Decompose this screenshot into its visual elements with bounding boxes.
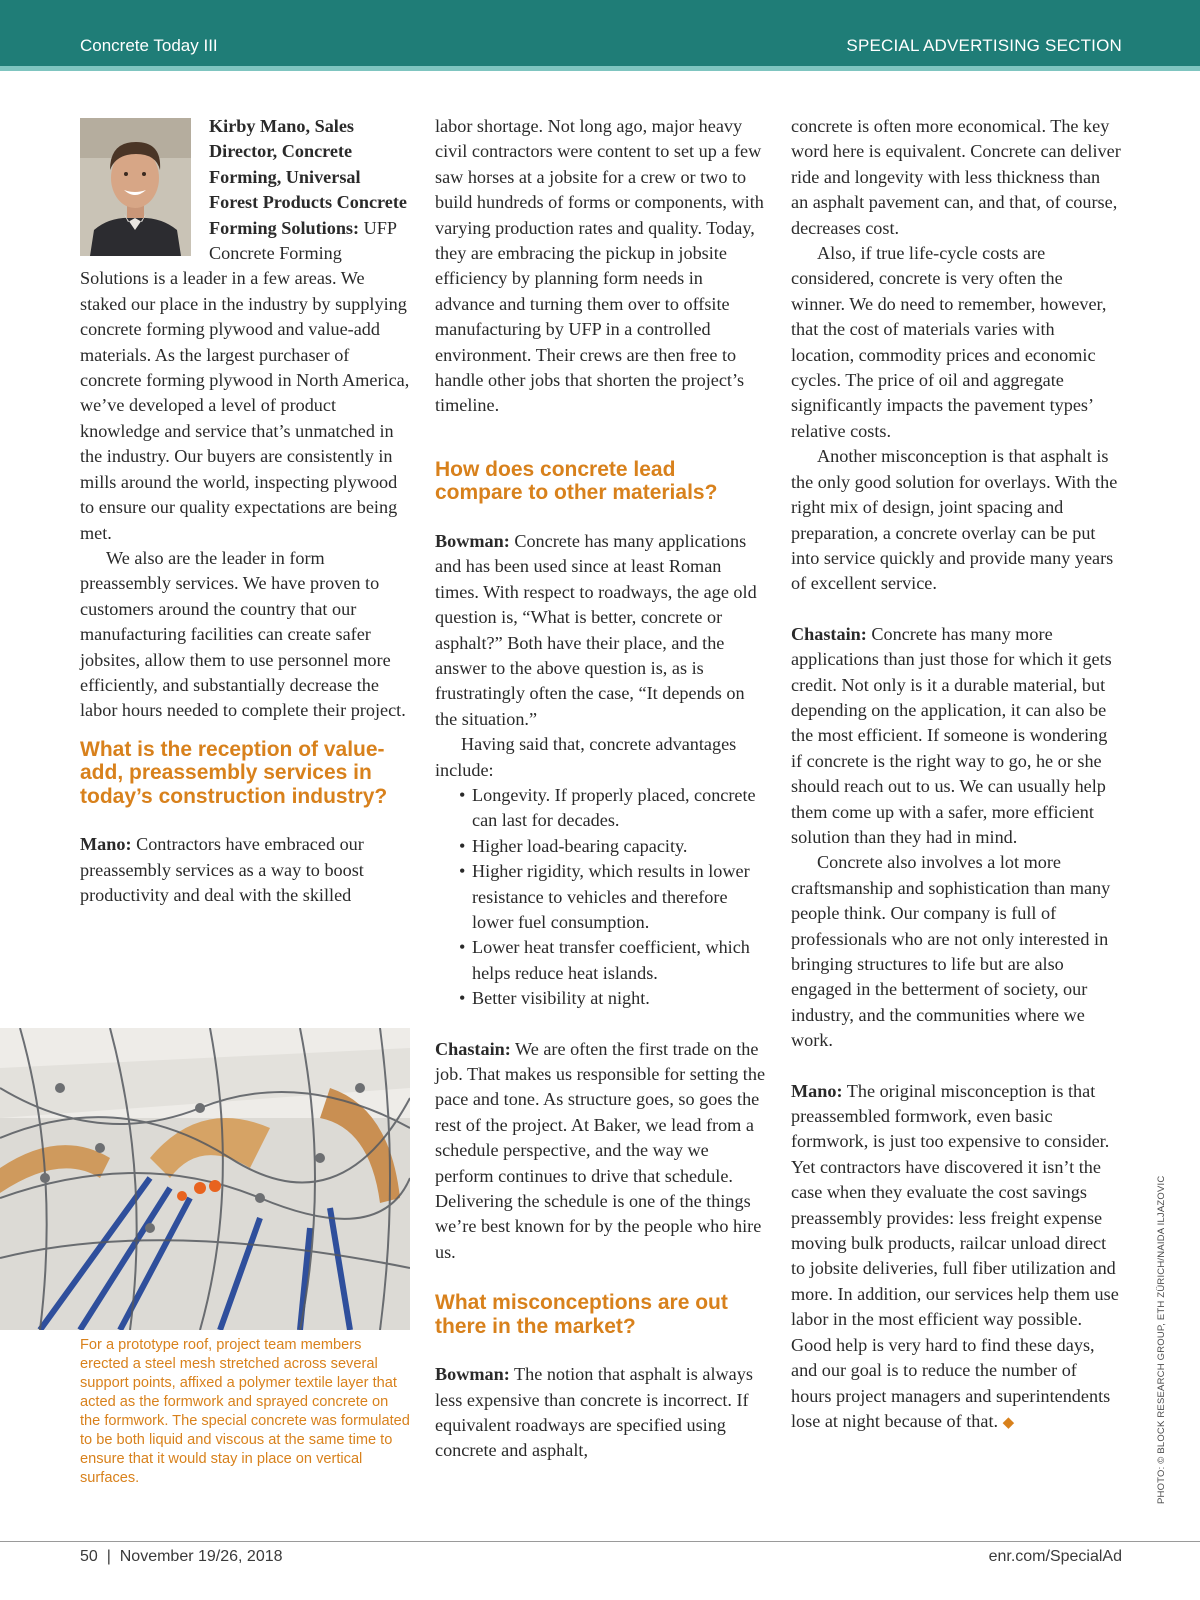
bowman-answer-2-continued: concrete is often more economical. The key word here is equivalent. Concrete can deliver ride and longevity with less thickness than an asphalt pavement can, and that, of course, decreases cost.	[791, 116, 1121, 238]
mano-answer-1-text: Contractors have embraced our preassembly services as a way to boost productivity and deal with the skilled	[80, 834, 364, 906]
life-cycle-paragraph: Also, if true life-cycle costs are considered, concrete is very often the winner. We do need to remember, however, that the cost of materials varies with location, commodity prices and economic cycles. The price of oil and aggregate significantly impacts the pavement types’ relative costs.	[791, 243, 1107, 441]
chastain-answer-1-text: We are often the first trade on the job. That makes us responsible for setting the pace and tone. As structure goes, so goes the rest of the project. At Baker, we lead from a schedule perspective, and the way we perform continues to drive that schedule. Delivering the schedule is one of the things we’re best known for by the people who hire us.	[435, 1038, 766, 1262]
column-2	[435, 114, 765, 1464]
overlay-paragraph: Another misconception is that asphalt is the only good solution for overlays. With the right mix of design, joint spacing and preparation, a concrete overlay can be put into service quickly and provide many years of excellent service.	[791, 446, 1118, 594]
craftsmanship-paragraph: Concrete also involves a lot more craftsmanship and sophistication than many people think. Our company is full of professionals who are not only interested in bringing structures to life but are also engaged in the betterment of society, our industry, and the communities where we work.	[791, 852, 1111, 1051]
list-item: • Lower heat transfer coefficient, which helps reduce heat islands.	[435, 935, 765, 986]
question-reception-heading: What is the reception of value-add, preassembly services in today’s construction industry?	[80, 737, 388, 808]
footer-divider	[0, 1541, 1200, 1542]
speaker-mano: Mano:	[791, 1080, 843, 1101]
page-number: 50	[80, 1548, 98, 1565]
bowman-answer-1-text: Concrete has many applications and has been used since at least Roman times. With respect to roadways, the age old question is, “What is better, concrete or asphalt?” Both have their place, and the answer to the above question is, as is frustratingly often the case, “It depends on the situation.”	[435, 530, 757, 729]
chastain-answer-1	[435, 1037, 765, 1266]
footer-url: enr.com/SpecialAd	[988, 1548, 1122, 1565]
column-1	[80, 114, 410, 908]
bowman-answer-2-text: The notion that asphalt is always less expensive than concrete is incorrect. If equivalent roadways are specified using concrete and asphalt,	[435, 1364, 753, 1461]
photo-caption: For a prototype roof, project team members erected a steel mesh stretched across several support points, affixed a polymer textile layer that acted as the formwork and sprayed concrete on the formwork. The special concrete was formulated to be both liquid and viscous at the same time to ensure that it would stay in place on vertical surfaces.	[80, 1337, 410, 1486]
mano-answer-1	[80, 832, 410, 908]
mano-intro-paragraph-2: We also are the leader in form preassembly services. We have proven to customers around the country that our manufacturing facilities can create safer jobsites, allow them to use personnel more efficiently, and substantially decrease the labor hours needed to complete their project.	[80, 547, 406, 721]
header-bar	[0, 0, 1200, 71]
footer-separator: |	[106, 1548, 111, 1565]
mano-intro-text: UFP Concrete Forming Solutions is a leader in a few areas. We staked our place in the industry by supplying concrete forming plywood and value-add materials. As the largest purchaser of concrete forming plywood in North America, we’ve developed a level of product knowledge and service that’s unmatched in the industry. Our buyers are consistently in mills around the world, inspecting plywood to ensure our quality expectations are being met.	[80, 217, 410, 543]
mano-answer-2-text: The original misconception is that preassembled formwork, even basic formwork, is just too expensive to consider. Yet contractors have discovered it isn’t the case when they evaluate the cost savings preassembly provides: less freight expense moving bulk products, railcar unload direct to jobsite deliveries, full fiber utilization and more. In addition, our services help them use labor in the most efficient way possible. Good help is very hard to find these days, and our goal is to reduce the number of hours project managers and superintendents lose at night because of that.	[791, 1080, 1119, 1431]
bowman-answer-1	[435, 529, 765, 732]
question-concrete-lead-heading: How does concrete lead compare to other materials?	[435, 457, 718, 505]
question-misconceptions-heading: What misconceptions are out there in the market?	[435, 1291, 728, 1338]
column-3	[791, 114, 1121, 1436]
footer-page-info	[80, 1548, 283, 1566]
mano-answer-2	[791, 1079, 1121, 1437]
list-item: • Better visibility at night.	[435, 986, 765, 1011]
list-item: • Higher load-bearing capacity.	[435, 834, 765, 859]
speaker-bowman: Bowman:	[435, 530, 510, 551]
speaker-chastain: Chastain:	[791, 623, 867, 644]
issue-date: November 19/26, 2018	[119, 1548, 283, 1565]
list-item: • Longevity. If properly placed, concrete can last for decades.	[435, 783, 765, 834]
advantages-list	[435, 783, 765, 1012]
chastain-answer-2-text: Concrete has many more applications than just those for which it gets credit. Not only is it a durable material, but depending on the application, it can also be the most efficient. If someone is wondering if concrete is the right way to go, he or she should reach out to us. We can usually help them come up with a safer, more efficient solution than they had in mind.	[791, 623, 1112, 847]
mano-answer-1-continued: labor shortage. Not long ago, major heavy civil contractors were content to set up a few saw horses at a jobsite for a crew or two to build hundreds of forms or components, with varying production rates and quality. Today, they are embracing the pickup in jobsite efficiency by planning form needs in advance and turning them over to offsite manufacturing by UFP in a controlled environment. Their crews are then free to handle other jobs that shorten the project’s timeline.	[435, 116, 764, 416]
section-title: Concrete Today III	[80, 36, 218, 55]
headshot-photo	[80, 118, 191, 256]
speaker-chastain: Chastain:	[435, 1038, 511, 1059]
special-section-label: SPECIAL ADVERTISING SECTION	[846, 36, 1122, 55]
end-mark-icon: ◆	[1002, 1414, 1015, 1431]
prototype-roof-photo	[0, 1028, 410, 1330]
advantages-intro: Having said that, concrete advantages include:	[435, 734, 737, 780]
photo-credit: PHOTO: © BLOCK RESEARCH GROUP, ETH ZÜRICH/NAIDA ILJAZOVIC	[1156, 1175, 1167, 1504]
list-item: • Higher rigidity, which results in lower resistance to vehicles and therefore lower fuel consumption.	[435, 859, 765, 935]
speaker-bowman: Bowman:	[435, 1364, 510, 1385]
mano-intro-name: Kirby Mano, Sales Director, Concrete Forming, Universal Forest Products Concrete Forming Solutions:	[209, 116, 407, 238]
bowman-answer-2	[435, 1362, 765, 1464]
chastain-answer-2	[791, 622, 1121, 851]
speaker-mano: Mano:	[80, 834, 132, 855]
